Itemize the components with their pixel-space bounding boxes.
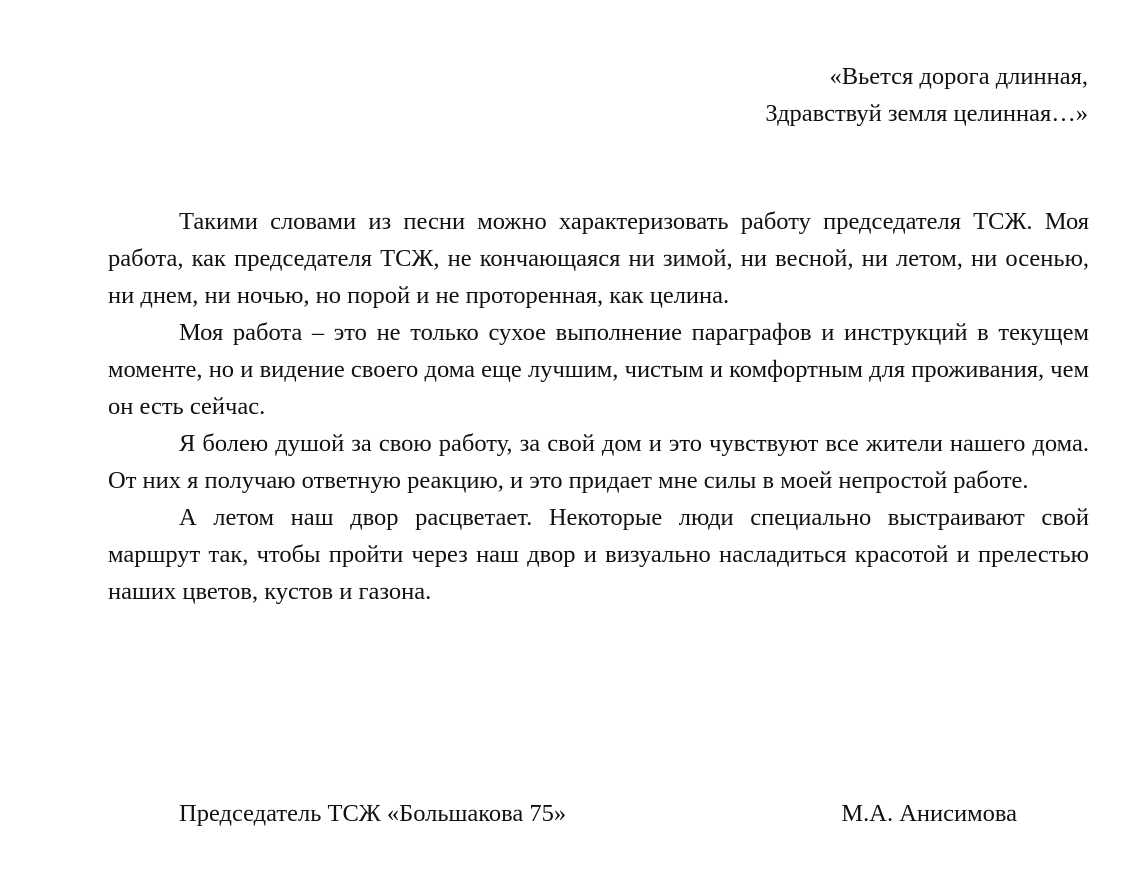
paragraph-2: Моя работа – это не только сухое выполнение параграфов и инструкций в текущем моменте, но и видение своего дома еще лучшим, чистым и комфортным для проживания, чем он есть сейчас.: [108, 319, 1089, 420]
signature-position: Председатель ТСЖ «Большакова 75»: [179, 800, 567, 827]
signature-block: [179, 795, 1017, 832]
signature-name: М.А. Анисимова: [841, 800, 1017, 827]
paragraph-1: Такими словами из песни можно характеризовать работу председателя ТСЖ. Моя работа, как председателя ТСЖ, не кончающаяся ни зимой, ни весной, ни летом, ни осенью, ни днем, ни ночью, но порой и не проторенная, как целина.: [108, 208, 1089, 309]
paragraph-3: Я болею душой за свою работу, за свой дом и это чувствуют все жители нашего дома. От них я получаю ответную реакцию, и это придает мне силы в моей непростой работе.: [108, 430, 1089, 494]
body-text: [108, 203, 1089, 610]
epigraph-line-2: Здравствуй земля целинная…»: [765, 100, 1088, 127]
paragraph-4: А летом наш двор расцветает. Некоторые люди специально выстраивают свой маршрут так, чтобы пройти через наш двор и визуально насладиться красотой и прелестью наших цветов, кустов и газона.: [108, 504, 1089, 605]
epigraph-line-1: «Вьется дорога длинная,: [829, 63, 1088, 90]
epigraph: [765, 58, 1088, 132]
